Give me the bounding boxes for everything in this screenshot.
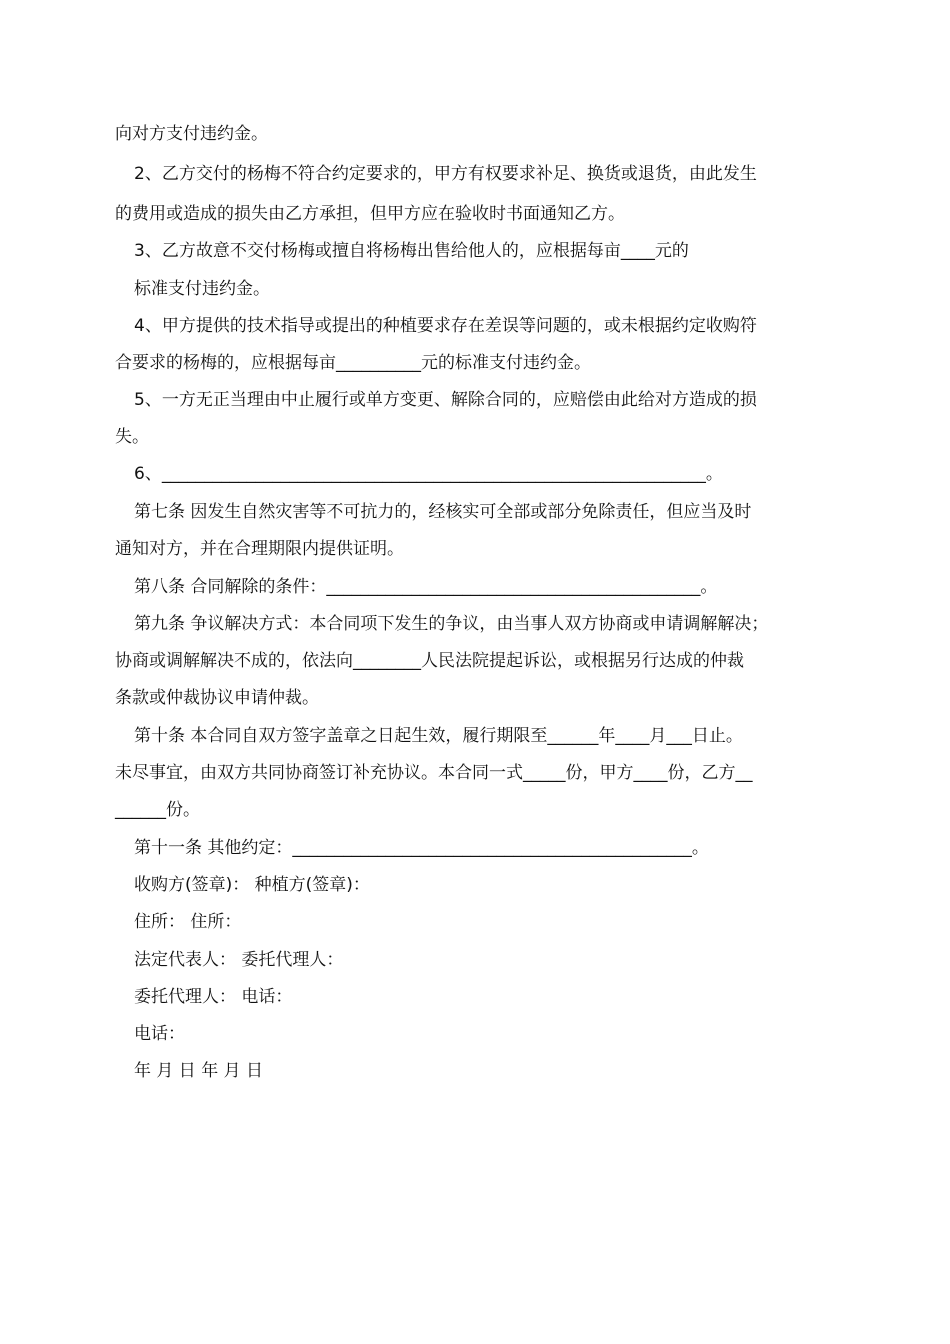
date-line: 年 月 日 年 月 日 [134, 1061, 264, 1081]
text-line: 未尽事宜，由双方共同协商签订补充协议。本合同一式_____份，甲方____份，乙方__ [115, 763, 753, 783]
text-line: 条款或仲裁协议申请仲裁。 [115, 688, 319, 708]
phone-line: 电话： [134, 1024, 185, 1044]
article-9-line: 第九条 争议解决方式：本合同项下发生的争议，由当事人双方协商或申请调解解决； [134, 614, 769, 634]
text-line: 的费用或造成的损失由乙方承担，但甲方应在验收时书面通知乙方。 [115, 204, 625, 224]
text-line: 失。 [115, 427, 149, 447]
text-line: 3、乙方故意不交付杨梅或擅自将杨梅出售给他人的，应根据每亩____元的 [134, 241, 689, 261]
text-line: 向对方支付违约金。 [115, 124, 268, 144]
text-line: 5、一方无正当理由中止履行或单方变更、解除合同的，应赔偿由此给对方造成的损 [134, 390, 757, 410]
agent-line: 委托代理人： 电话： [134, 987, 293, 1007]
text-line: 2、乙方交付的杨梅不符合约定要求的，甲方有权要求补足、换货或退货，由此发生 [134, 164, 757, 184]
article-11-line: 第十一条 其他约定：_______________________________________________。 [134, 838, 709, 858]
article-7-line: 第七条 因发生自然灾害等不可抗力的，经核实可全部或部分免除责任，但应当及时 [134, 502, 752, 522]
text-line: 协商或调解解决不成的，依法向________人民法院提起诉讼，或根据另行达成的仲裁 [115, 651, 744, 671]
text-line: 6、________________________________________________________________。 [134, 464, 723, 484]
address-line: 住所： 住所： [134, 912, 242, 932]
signature-line: 收购方(签章)： 种植方(签章)： [134, 875, 370, 895]
text-line: ______份。 [115, 800, 200, 820]
text-line: 合要求的杨梅的，应根据每亩__________元的标准支付违约金。 [115, 353, 591, 373]
representative-line: 法定代表人： 委托代理人： [134, 950, 344, 970]
text-line: 4、甲方提供的技术指导或提出的种植要求存在差误等问题的，或未根据约定收购符 [134, 316, 757, 336]
article-8-line: 第八条 合同解除的条件：____________________________________________。 [134, 577, 718, 597]
text-line: 标准支付违约金。 [134, 279, 270, 299]
article-10-line: 第十条 本合同自双方签字盖章之日起生效，履行期限至______年____月___日止。 [134, 726, 743, 746]
text-line: 通知对方，并在合理期限内提供证明。 [115, 539, 404, 559]
